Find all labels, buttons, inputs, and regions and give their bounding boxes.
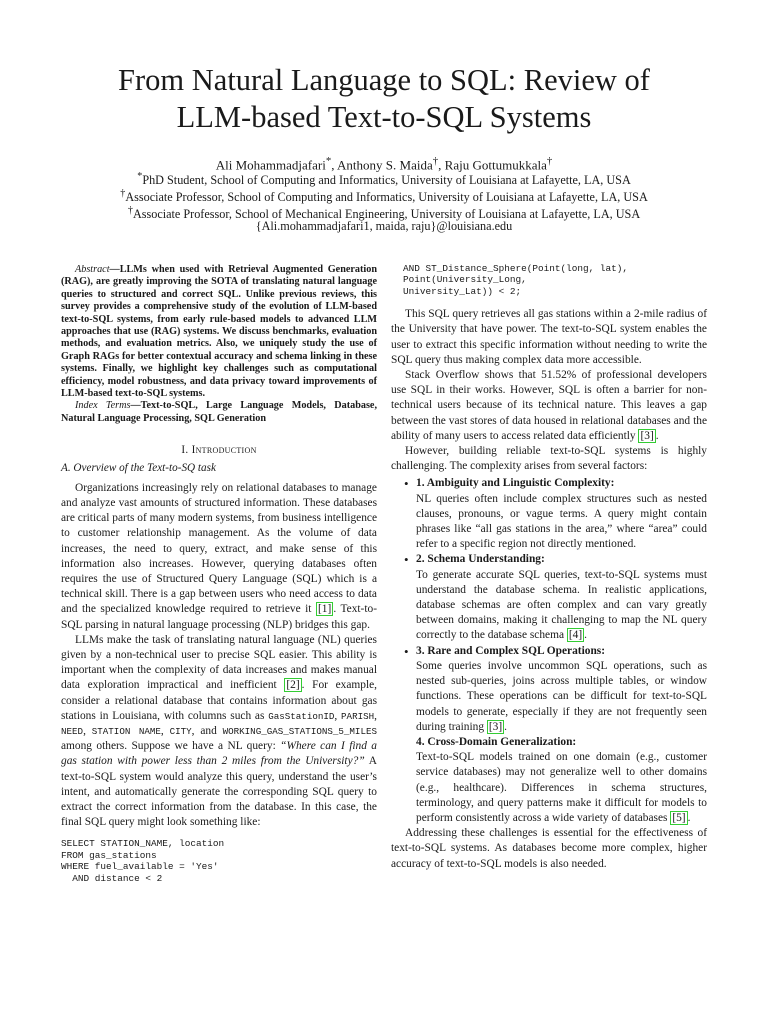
- affiliation-3-mark: †: [127, 205, 133, 216]
- column-name: PARISH: [341, 710, 375, 722]
- citation-link[interactable]: [2]: [286, 679, 300, 692]
- author-list: Ali Mohammadjafari*, Anthony S. Maida†, Raju Gottumukkala†: [215, 155, 553, 173]
- paragraph-2-text-1: LLMs make the task of translating natural language (NL) queries given by a non-technical user to precise SQL easier. This ability is important when the complexity of data increases and makes manual data exploration impractical and inefficient: [61, 633, 377, 692]
- list-item: [391, 476, 707, 552]
- affiliation-3-text: Associate Professor, School of Mechanical Engineering, University of Louisiana at Lafayette, LA, USA: [132, 207, 641, 222]
- list-item: [391, 644, 707, 735]
- right-column: [391, 263, 707, 872]
- list-item-text: Text-to-SQL models trained on one domain (e.g., customer service databases) may not generalize well to other domains (e.g., healthcare). Differences in schema structures, terminology, and query patterns make it difficult for models to perform consistently across a wide variety of databases: [416, 751, 707, 824]
- citation-link[interactable]: [3]: [488, 720, 503, 733]
- column-name: GasStationID: [268, 710, 335, 722]
- bullet-icon: •: [404, 476, 409, 492]
- affiliation-2-mark: †: [120, 188, 126, 199]
- list-item-text: Some queries involve uncommon SQL operations, such as nested sub-queries, joins across multiple tables, or window functions. These operations can be difficult for text-to-SQL models to generate, especially if they are not frequently seen during training: [416, 659, 707, 733]
- list-item-title: 1. Ambiguity and Linguistic Complexity:: [416, 477, 615, 490]
- index-terms-text: —Text-to-SQL, Large Language Models, Database, Natural Language Processing, SQL Generation: [61, 400, 377, 424]
- author-2: Anthony S. Maida: [337, 157, 433, 173]
- column-name: STATION NAME: [91, 725, 161, 737]
- paper-title: [40, 62, 728, 136]
- citation-link[interactable]: [5]: [672, 811, 686, 824]
- author-3: Raju Gottumukkala: [444, 157, 547, 173]
- list-item-title: 3. Rare and Complex SQL Operations:: [416, 644, 606, 657]
- paragraph-1-tail: . Text-to-SQL parsing in natural language processing (NLP) bridges this gap.: [61, 603, 377, 631]
- list-item: [391, 735, 707, 826]
- list-item-title: 2. Schema Understanding:: [416, 553, 545, 566]
- paragraph-4-text: Stack Overflow shows that 51.52% of professional developers use SQL in their works. However, SQL is often a barrier for non-technical users because of its technical nature. This leaves a gap between the vast stores of data housed in relational databases and the ability of many users to access related data efficiently: [391, 369, 707, 442]
- column-name: WORKING_GAS_STATIONS_5_MILES: [222, 725, 377, 737]
- example-query: “Where can I find a gas station with power less than 2 miles from the University?”: [61, 740, 378, 768]
- citation-link[interactable]: [4]: [568, 629, 583, 642]
- paragraph-2-text-3: , and: [191, 724, 223, 737]
- list-item-tail: .: [687, 811, 691, 824]
- title-line-2: LLM-based Text-to-SQL Systems: [176, 100, 592, 134]
- paragraph-4: [391, 368, 707, 444]
- paragraph-2-text-2: . For example, consider a relational database that contains information about gas stations in Louisiana, with columns such as: [61, 679, 378, 722]
- index-terms-lead: Index Terms: [75, 400, 131, 412]
- citation-link[interactable]: [1]: [318, 603, 332, 616]
- bullet-icon: •: [404, 552, 409, 568]
- paragraph-5: However, building reliable text-to-SQL systems is highly challenging. The complexity arises from several factors:: [391, 445, 707, 473]
- affiliation-1-text: PhD Student, School of Computing and Informatics, University of Louisiana at Lafayette, LA, USA: [142, 173, 631, 188]
- title-line-1: From Natural Language to SQL: Review of: [118, 63, 650, 97]
- list-item-text: NL queries often include complex structures such as nested clauses, pronouns, or vague terms. A query might contain phrases like “all gas stations in the area,” where “area” could refer to a specific region not directly mentioned.: [416, 492, 707, 551]
- abstract-text: —LLMs when used with Retrieval Augmented Generation (RAG), are greatly improving the SOTA of translating natural language queries to structured and correct SQL. Unlike previous reviews, this survey provides a comprehensive study of the evolution of LLM-based text-to-SQL systems, from early rule-based models to advanced LLM approaches that use (RAG) systems. We discuss benchmarks, evaluation methods, and evaluation metrics. Also, we uniquely study the use of Graph RAGs for better contextual accuracy and schema linking in these systems. Finally, we highlight key challenges such as computational efficiency, model robustness, and data privacy toward improvements of LLM-based text-to-SQL systems.: [61, 264, 377, 400]
- paragraph-2-text-5: A text-to-SQL system would analyze this query, understand the user’s intent, and automatically generate the corresponding SQL query to extract the correct information from the database. In this case, the final SQL query might look something like:: [61, 755, 377, 829]
- paragraph-6: Addressing these challenges is essential for the effectiveness of text-to-SQL systems. As databases become more complex, higher accuracy of text-to-SQL models is also needed.: [391, 827, 707, 870]
- author-1: Ali Mohammadjafari: [215, 157, 326, 173]
- paragraph-1-text: Organizations increasingly rely on relational databases to manage and analyze vast amounts of structured information. These databases are critical parts of many modern systems, from business intelligence to customer relationship management. As the volume of data increases, the need to query, extract, and make sense of this information also increases. However, querying databases often requires the use of Structured Query Language (SQL) which is a technical skill. There is a gap between users who need access to data and the specialized knowledge required to retrieve it: [61, 481, 377, 616]
- sql-code-block-1: SELECT STATION_NAME, location FROM gas_stations WHERE fuel_available = 'Yes' AND distance < 2: [61, 838, 225, 884]
- abstract: [61, 264, 377, 400]
- section-title: Introduction: [191, 444, 257, 457]
- list-item: [391, 552, 707, 643]
- author-emails: {Ali.mohammadjafari1, maida, raju}@louisiana.edu: [255, 219, 513, 233]
- author-2-mark: †: [432, 155, 439, 167]
- sql-code-block-2: AND ST_Distance_Sphere(Point(long, lat), Point(University_Long, University_Lat)) < 2;: [403, 263, 629, 297]
- paragraph-2: LLMs make the task of translating natural language (NL) queries given by a non-technical user to precise SQL easier. This ability is important when the complexity of data increases and makes manual data exploration impractical and inefficient [2] . For example, consider a relational database that contains information about gas stations in Louisiana, with columns such as GasStationID, PARISH, NEED, STATION NAME, CITY, and WORKING_GAS_STATIONS_5_MILES among others. Suppose we have a NL query: “Where can I find a gas station with power less than 2 miles from the University?” A text-to-SQL system would analyze this query, understand the user’s intent, and automatically generate the corresponding SQL query to extract the correct information from the database. In this case, the final SQL query might look something like:: [61, 633, 378, 829]
- section-number: I.: [181, 444, 189, 457]
- list-item-title: 4. Cross-Domain Generalization:: [416, 735, 577, 748]
- list-item-tail: .: [584, 629, 588, 642]
- challenge-list: [391, 476, 707, 826]
- index-terms: [61, 400, 377, 425]
- subsection-heading: A. Overview of the Text-to-SQ task: [61, 462, 216, 475]
- paragraph-3: This SQL query retrieves all gas stations within a 2-mile radius of the University that have power. The text-to-SQL system enables the user to extract this specific information without needing to write the SQL query thus making complex data more accessible.: [391, 308, 707, 366]
- bullet-icon: •: [404, 643, 409, 659]
- list-item-tail: .: [504, 720, 508, 733]
- citation-link[interactable]: [3]: [640, 429, 654, 442]
- list-item-text: To generate accurate SQL queries, text-to-SQL systems must understand the database schema. In realistic applications, database schemas are often complex and can vary greatly between domains, making it challenging to map the NL query correctly to the database schema: [416, 568, 707, 642]
- author-3-mark: †: [546, 155, 553, 167]
- column-name: NEED: [61, 725, 84, 737]
- affiliation-2-text: Associate Professor, School of Computing and Informatics, University of Louisiana at Lafayette, LA, USA: [125, 190, 648, 205]
- author-1-mark: *: [325, 155, 332, 167]
- left-column: [61, 264, 377, 884]
- paragraph-4-tail: .: [655, 429, 659, 442]
- paragraph-1: [61, 481, 377, 633]
- section-heading: [61, 443, 377, 458]
- paragraph-2-text-4: among others. Suppose we have a NL query:: [61, 740, 281, 753]
- abstract-lead: Abstract: [75, 264, 110, 275]
- affiliation-1-mark: *: [137, 171, 143, 182]
- column-name: CITY: [169, 725, 192, 737]
